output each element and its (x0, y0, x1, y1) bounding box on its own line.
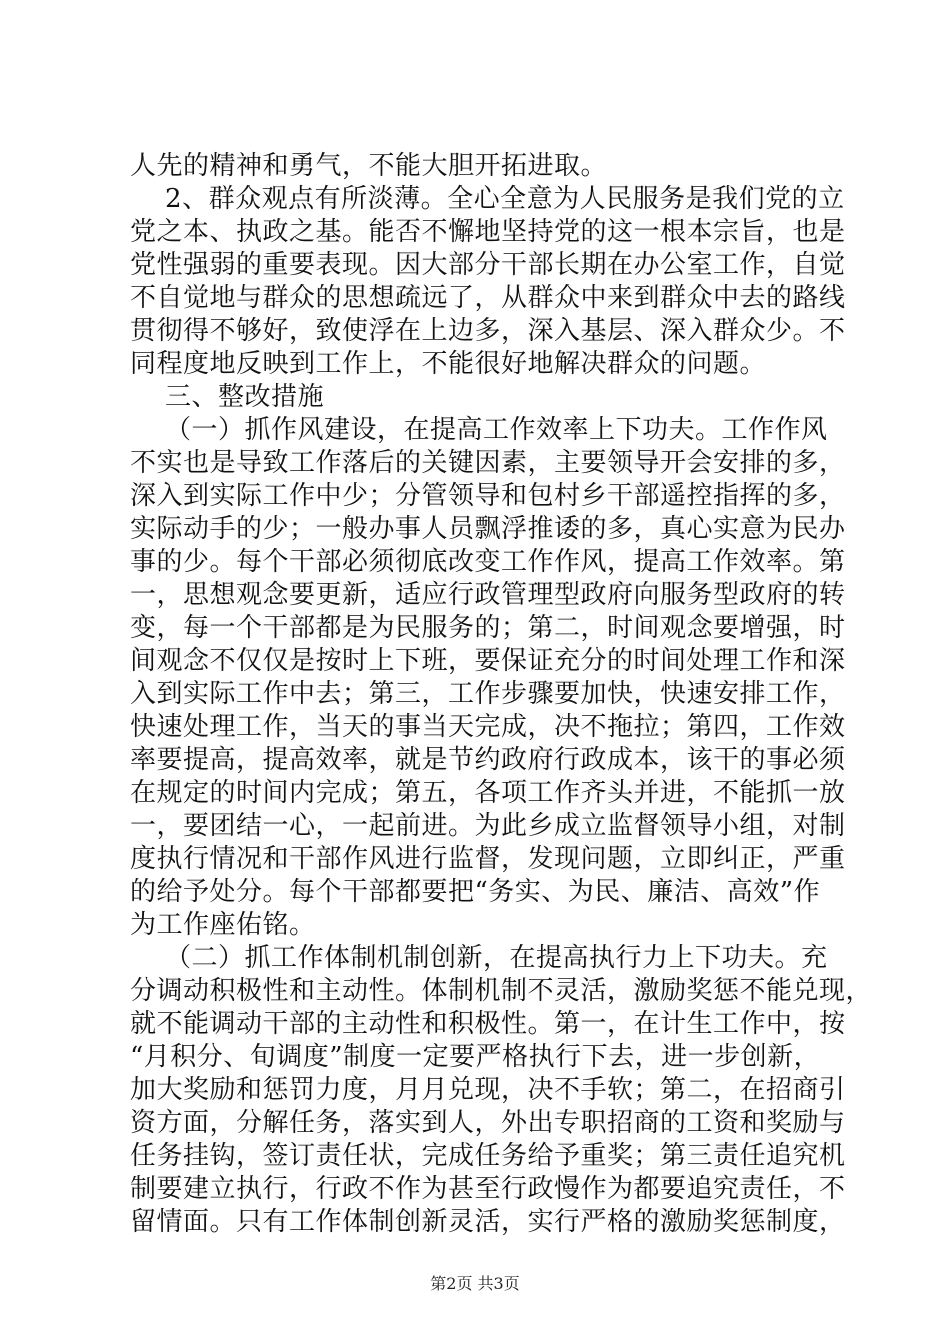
text-line: 就不能调动干部的主动性和积极性。第一，在计生工作中，按 (130, 1009, 846, 1039)
text-line: 不自觉地与群众的思想疏远了，从群众中来到群众中去的路线 (130, 283, 846, 313)
text-line: 的给予处分。每个干部都要把“务实、为民、廉洁、高效”作 (130, 877, 821, 907)
text-line: 事的少。每个干部必须彻底改变工作作风，提高工作效率。第 (130, 547, 846, 577)
text-line: 留情面。只有工作体制创新灵活，实行严格的激励奖惩制度， (130, 1207, 846, 1237)
text-line: 资方面，分解任务，落实到人，外出专职招商的工资和奖励与 (130, 1108, 846, 1138)
text-line: 率要提高，提高效率，就是节约政府行政成本，该干的事必须 (130, 745, 846, 775)
text-line: 加大奖励和惩罚力度，月月兑现，决不手软；第二，在招商引 (130, 1075, 846, 1105)
text-line: 入到实际工作中去；第三，工作步骤要加快，快速安排工作， (130, 679, 846, 709)
text-line: 快速处理工作，当天的事当天完成，决不拖拉；第四，工作效 (130, 712, 846, 742)
text-line: “月积分、旬调度”制度一定要严格执行下去，进一步创新， (130, 1042, 821, 1072)
text-line: 为工作座佑铭。 (130, 910, 316, 940)
text-line: 度执行情况和干部作风进行监督，发现问题，立即纠正，严重 (130, 844, 846, 874)
text-line: 一，要团结一心，一起前进。为此乡成立监督领导小组，对制 (130, 811, 846, 841)
text-line: 变，每一个干部都是为民服务的；第二，时间观念要增强，时 (130, 613, 846, 643)
text-line: 人先的精神和勇气，不能大胆开拓进取。 (130, 151, 608, 181)
text-line: 同程度地反映到工作上，不能很好地解决群众的问题。 (130, 349, 767, 379)
text-line: 不实也是导致工作落后的关键因素，主要领导开会安排的多， (130, 448, 846, 478)
document-body (130, 150, 873, 1239)
text-line: 在规定的时间内完成；第五，各项工作齐头并进，不能抓一放 (130, 778, 846, 808)
text-line: （一）抓作风建设，在提高工作效率上下功夫。工作作风 (130, 415, 828, 445)
text-line: 党性强弱的重要表现。因大部分干部长期在办公室工作，自觉 (130, 250, 846, 280)
text-line: 任务挂钩，签订责任状，完成任务给予重奖；第三责任追究机 (130, 1141, 846, 1171)
text-line: 2、群众观点有所淡薄。全心全意为人民服务是我们党的立 (130, 184, 845, 214)
text-line: 实际动手的少；一般办事人员飘浮推诿的多，真心实意为民办 (130, 514, 846, 544)
text-line: 贯彻得不够好，致使浮在上边多，深入基层、深入群众少。不 (130, 316, 846, 346)
text-line: （二）抓工作体制机制创新，在提高执行力上下功夫。充 (130, 943, 828, 973)
text-line: 深入到实际工作中少；分管领导和包村乡干部遥控指挥的多， (130, 481, 846, 511)
text-line: 党之本、执政之基。能否不懈地坚持党的这一根本宗旨，也是 (130, 217, 846, 247)
text-line: 分调动积极性和主动性。体制机制不灵活，激励奖惩不能兑现， (130, 976, 873, 1006)
page-footer: 第2页 共3页 (430, 1274, 520, 1293)
text-line: 间观念不仅仅是按时上下班，要保证充分的时间处理工作和深 (130, 646, 846, 676)
section-heading: 三、整改措施 (130, 382, 325, 412)
text-line: 一，思想观念要更新，适应行政管理型政府向服务型政府的转 (130, 580, 846, 610)
text-line: 制要建立执行，行政不作为甚至行政慢作为都要追究责任，不 (130, 1174, 846, 1204)
